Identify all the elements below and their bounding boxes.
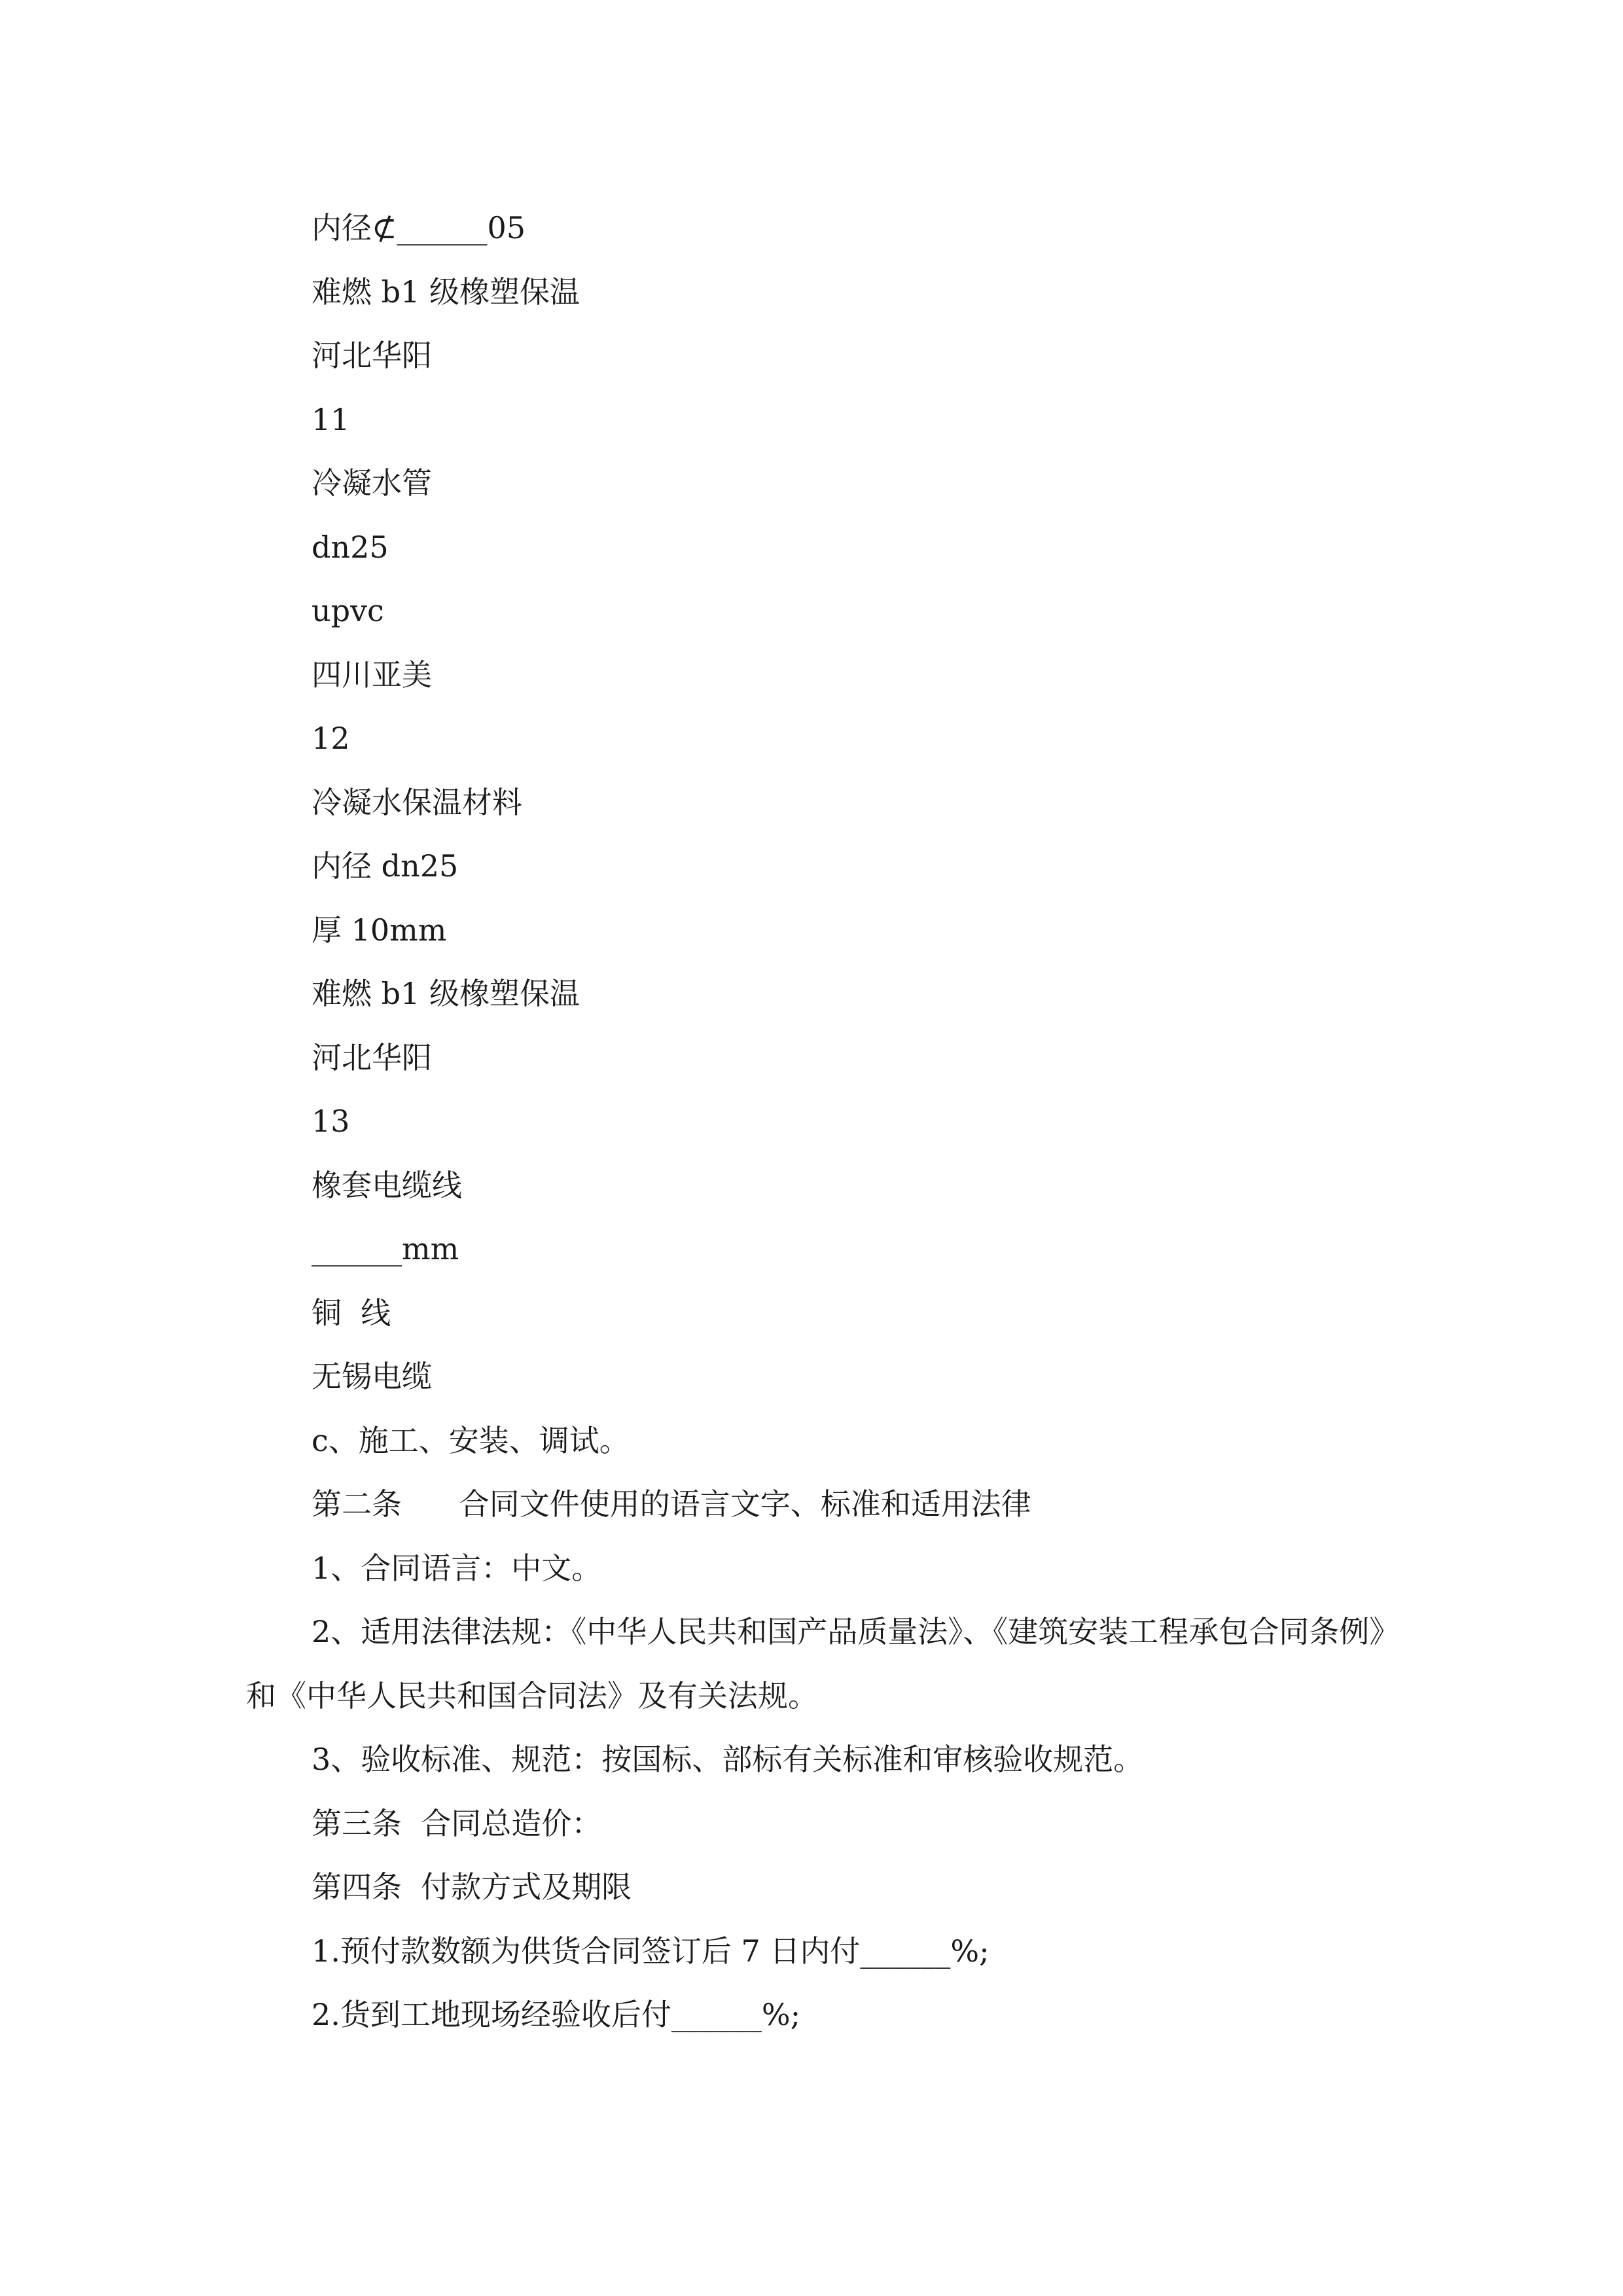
text-line: c、施工、安装、调试。 — [312, 1422, 630, 1458]
text-line: 冷凝水保温材料 — [312, 784, 522, 820]
text-line: 四川亚美 — [312, 656, 432, 692]
text-line: 厚 10mm — [312, 912, 447, 948]
text-line: 1、合同语言：中文。 — [312, 1550, 602, 1586]
text-line: 河北华阳 — [312, 338, 432, 373]
article-heading: 第三条 合同总造价： — [312, 1805, 602, 1841]
text-line: 内径⊄______05 — [312, 210, 526, 245]
text-line: 2.货到工地现场经验收后付______%; — [312, 1997, 801, 2032]
text-line: 1.预付款数额为供货合同签订后 7 日内付______%; — [312, 1933, 990, 1969]
text-line: 河北华阳 — [312, 1039, 432, 1075]
text-line: 13 — [312, 1103, 350, 1139]
text-line: 11 — [312, 401, 350, 437]
text-line: 内径 dn25 — [312, 848, 459, 884]
text-line: upvc — [312, 593, 384, 628]
text-line: 12 — [312, 721, 350, 756]
text-line: 橡套电缆线 — [312, 1167, 462, 1203]
text-line: dn25 — [312, 529, 389, 565]
text-line: 3、验收标准、规范：按国标、部标有关标准和审核验收规范。 — [312, 1742, 1144, 1777]
document-body — [246, 196, 1398, 2047]
text-line: 冷凝水管 — [312, 465, 432, 501]
article-heading: 第四条 付款方式及期限 — [312, 1869, 632, 1905]
text-line: 难燃 b1 级橡塑保温 — [312, 274, 580, 310]
text-line: 铜 线 — [312, 1295, 391, 1331]
text-line: 难燃 b1 级橡塑保温 — [312, 976, 580, 1011]
laws-paragraph: 2、适用法律法规：《中华人民共和国产品质量法》、《建筑安装工程承包合同条例》和《中华人民共和国合同法》及有关法规。 — [246, 1614, 1385, 1713]
text-line: ______mm — [312, 1231, 459, 1266]
article-heading: 第二条 合同文件使用的语言文字、标准和适用法律 — [312, 1486, 1031, 1522]
text-line: 无锡电缆 — [312, 1359, 432, 1394]
